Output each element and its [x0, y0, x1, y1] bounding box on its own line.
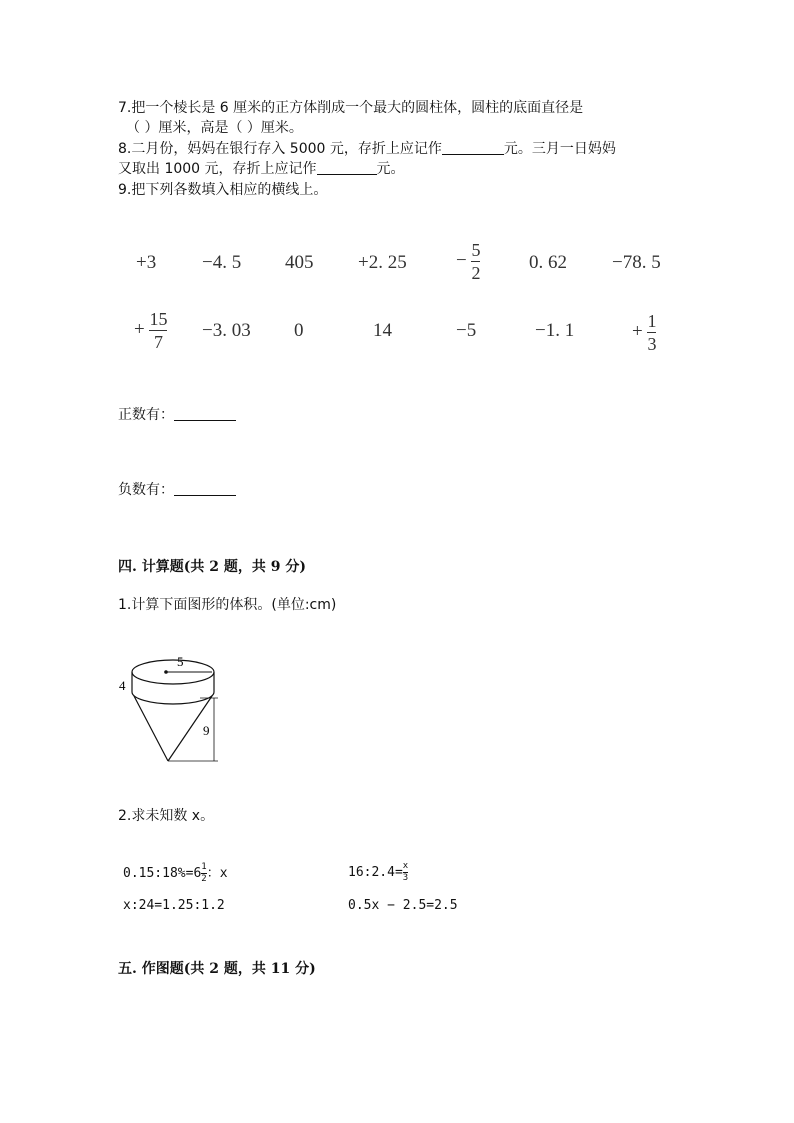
number-item: +2. 25 [358, 252, 407, 273]
fraction-denominator: 7 [153, 332, 163, 352]
equation-3: x:24=1.25:1.2 [123, 898, 225, 913]
equation-1 [123, 862, 228, 884]
positive-numbers-row [118, 405, 236, 425]
q7-line1: 7.把一个棱长是 6 厘米的正方体削成一个最大的圆柱体，圆柱的底面直径是 [118, 100, 584, 116]
cylinder-height-label: 4 [119, 678, 126, 693]
section-4-q1: 1.计算下面图形的体积。(单位:cm) [118, 597, 337, 613]
equation-2-left: 16:2.4= [348, 865, 403, 880]
positive-blank[interactable] [174, 406, 236, 421]
fraction-numerator: 5 [471, 240, 481, 260]
fraction-bar [149, 330, 167, 331]
equation-1-frac-num: 1 [201, 862, 207, 872]
q8-line1-text-a: 8.二月份，妈妈在银行存入 5000 元，存折上应记作 [118, 141, 442, 157]
number-item: 0 [294, 320, 304, 341]
fraction-sign: − [456, 249, 467, 271]
fraction-sign: + [632, 320, 643, 342]
cylinder-cone-figure [114, 640, 234, 770]
fraction-bar [647, 332, 656, 333]
equation-1-frac-den: 2 [201, 874, 207, 884]
section-4-q2: 2.求未知数 x。 [118, 808, 215, 824]
number-item: +3 [136, 252, 157, 273]
cone-height-label: 9 [203, 723, 210, 738]
fraction-item [632, 312, 656, 353]
negative-numbers-row [118, 480, 236, 500]
fraction [647, 312, 656, 353]
fraction [471, 241, 480, 282]
q8-blank-2[interactable] [317, 160, 377, 175]
number-item: 405 [285, 252, 314, 273]
fraction-bar [471, 261, 480, 262]
fraction-numerator: 15 [149, 309, 168, 329]
radius-label: 5 [177, 654, 184, 669]
section-5-title: 五. 作图题(共 2 题，共 11 分) [118, 961, 316, 977]
number-item: −3. 03 [202, 320, 251, 341]
number-item: 0. 62 [529, 252, 567, 273]
number-item: −78. 5 [612, 252, 661, 273]
fraction-sign: + [134, 318, 145, 340]
cone-left-edge [134, 696, 168, 761]
fraction-item [134, 310, 167, 351]
fraction-numerator: 1 [647, 311, 657, 331]
fraction [149, 310, 167, 351]
equation-1-left: 0.15:18%=6 [123, 866, 202, 881]
q8-line2-text-b: 元。 [376, 161, 405, 177]
equation-2-frac-num: x [402, 861, 409, 871]
q8-blank-1[interactable] [442, 140, 504, 155]
equation-4: 0.5x − 2.5=2.5 [348, 898, 458, 913]
q8-line2-text-a: 又取出 1000 元，存折上应记作 [118, 161, 317, 177]
number-item: −5 [456, 320, 477, 341]
q8-line1-text-b: 元。三月一日妈妈 [503, 141, 616, 157]
q8-line2 [118, 159, 405, 179]
number-item: 14 [373, 320, 392, 341]
q9-prompt: 9.把下列各数填入相应的横线上。 [118, 182, 328, 198]
number-item: −1. 1 [535, 320, 575, 341]
fraction-item [456, 241, 480, 282]
fraction-denominator: 2 [471, 263, 481, 283]
equation-2 [348, 862, 408, 883]
positive-label: 正数有： [118, 407, 174, 423]
negative-blank[interactable] [174, 481, 236, 496]
q8-line1 [118, 139, 616, 159]
equation-2-fraction [403, 862, 408, 883]
negative-label: 负数有： [118, 482, 174, 498]
fraction-denominator: 3 [647, 334, 657, 354]
equation-2-frac-den: 3 [402, 873, 409, 883]
section-4-title: 四. 计算题(共 2 题，共 9 分) [118, 559, 306, 575]
number-item: −4. 5 [202, 252, 242, 273]
equation-1-right: ：x [206, 866, 228, 881]
q7-line2: （ ）厘米，高是（ ）厘米。 [126, 120, 303, 136]
